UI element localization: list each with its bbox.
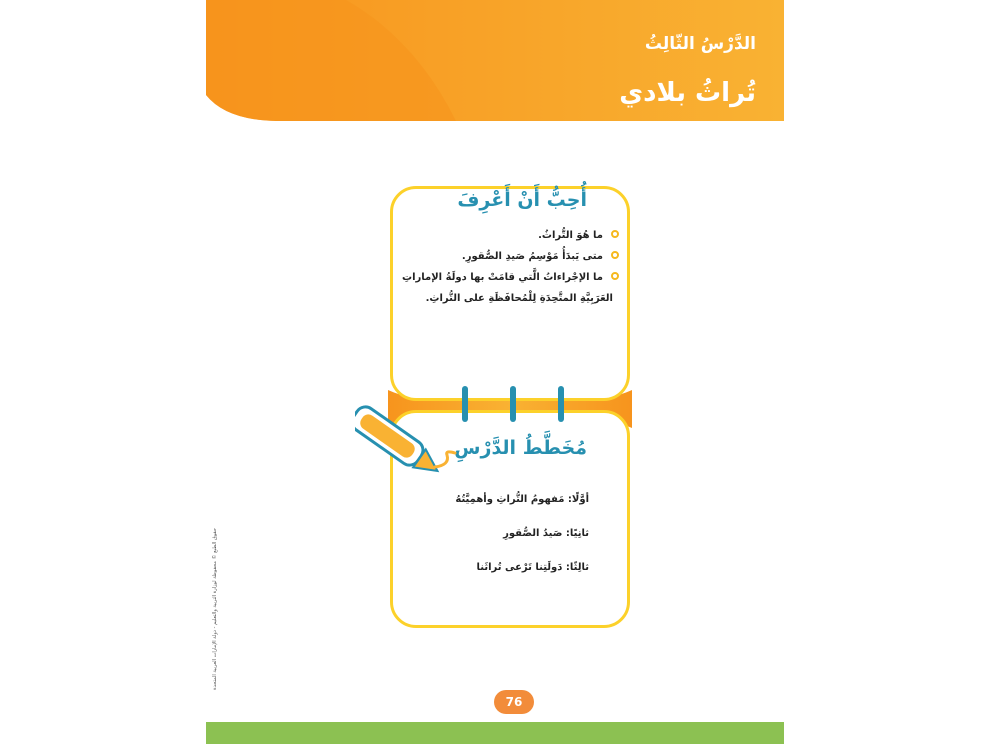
footer-bar bbox=[206, 722, 784, 744]
page-number: 76 bbox=[494, 690, 534, 714]
lesson-header bbox=[206, 0, 784, 121]
question-text: ما هُوَ التُّراثُ. bbox=[538, 230, 603, 241]
copyright-note: حقوق الطبع © محفوظة لوزارة التربية والتعليم - دولة الإمارات العربية المتحدة bbox=[212, 528, 218, 690]
plan-item: ثانِيًا: صَيدُ الصُّقورِ bbox=[503, 528, 589, 539]
question-text: ما الإجْراءاتُ الَّتي قامَتْ بها دولَةُ الإماراتِ bbox=[402, 272, 603, 283]
circle-bullet-icon bbox=[611, 251, 619, 259]
plan-item: أوَّلًا: مَفهومُ التُّراثِ وأهمِيَّتُهُ bbox=[455, 494, 589, 505]
circle-bullet-icon bbox=[611, 272, 619, 280]
list-item bbox=[397, 267, 619, 309]
list-item bbox=[397, 246, 619, 267]
binder-rings-icon bbox=[460, 386, 570, 426]
lesson-title: تُراثُ بلادي bbox=[619, 78, 756, 108]
lesson-plan-heading: مُخَطَّطُ الدَّرْسِ bbox=[454, 437, 587, 459]
want-to-know-card bbox=[390, 186, 630, 401]
questions-list bbox=[397, 225, 619, 309]
question-text-continued: العَرَبِيَّةِ المتَّحِدَةِ لِلْمُحافَظَةِ على التُّراثِ. bbox=[425, 293, 613, 304]
want-to-know-heading: أُحِبُّ أَنْ أَعْرِفَ bbox=[457, 189, 587, 211]
plan-list bbox=[455, 483, 589, 585]
question-text: متى يَبدَأُ مَوْسِمُ صَيدِ الصُّقورِ. bbox=[461, 251, 603, 262]
circle-bullet-icon bbox=[611, 230, 619, 238]
lesson-number: الدَّرْسُ الثّالِثُ bbox=[644, 34, 756, 54]
crayon-icon bbox=[355, 395, 470, 490]
list-item bbox=[397, 225, 619, 246]
plan-item: ثالِثًا: دَولَتِنا تَرْعى تُراثَنا bbox=[476, 562, 589, 573]
